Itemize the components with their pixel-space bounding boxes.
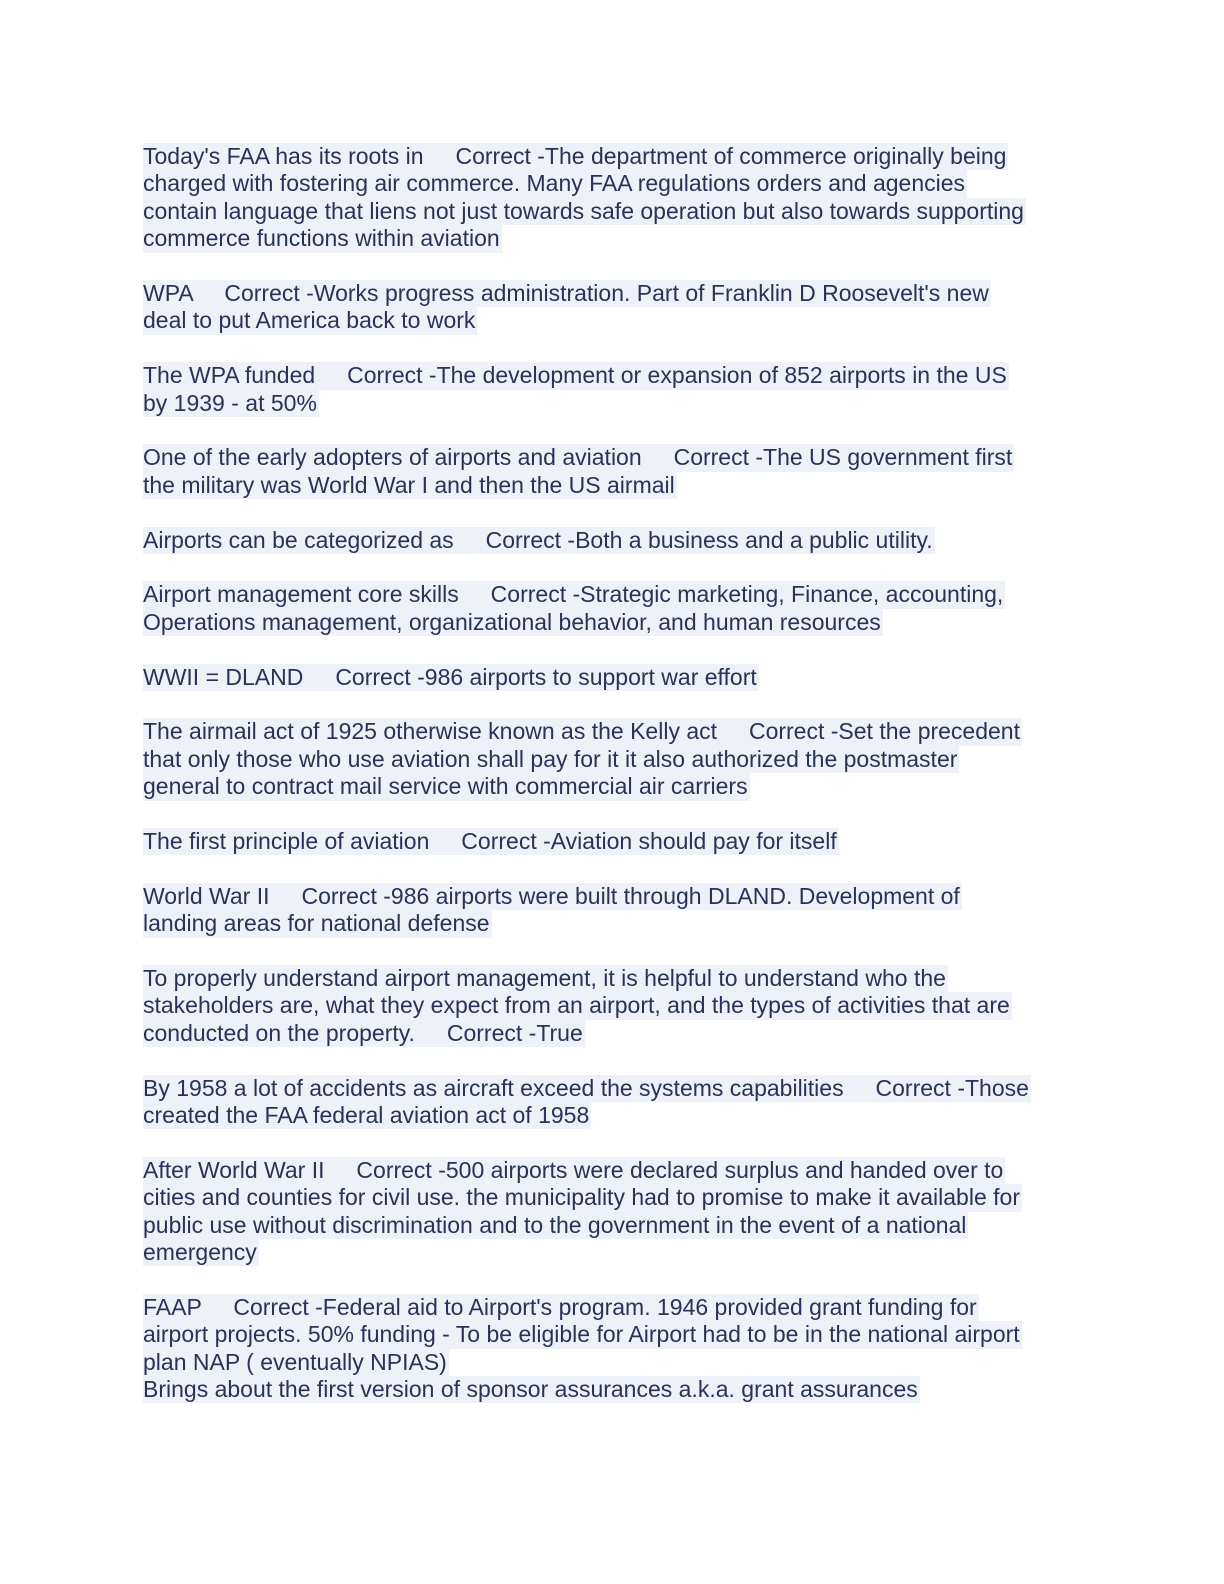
- qa-entry-line: Airports can be categorized as Correct -Both a business and a public utility.: [143, 526, 933, 553]
- qa-entry: [143, 444, 1073, 499]
- qa-entry: [143, 718, 1073, 800]
- qa-entry-line: cities and counties for civil use. the municipality had to promise to make it available for: [143, 1184, 1020, 1211]
- qa-entry-line: World War II Correct -986 airports were built through DLAND. Development of: [143, 882, 960, 909]
- qa-entry: [143, 280, 1073, 335]
- qa-entry: [143, 1075, 1073, 1130]
- qa-entry-line: FAAP Correct -Federal aid to Airport's program. 1946 provided grant funding for: [143, 1293, 977, 1320]
- qa-entry-line: created the FAA federal aviation act of 1958: [143, 1102, 590, 1129]
- qa-entry: [143, 883, 1073, 938]
- qa-entry-line: by 1939 - at 50%: [143, 389, 317, 416]
- qa-entry: [143, 965, 1073, 1047]
- qa-entry-line: Today's FAA has its roots in Correct -The department of commerce originally being: [143, 143, 1007, 169]
- qa-entry-line: plan NAP ( eventually NPIAS): [143, 1348, 447, 1375]
- qa-entry: [143, 828, 1073, 855]
- qa-entry: [143, 143, 1073, 253]
- qa-entry-line: Brings about the first version of sponsor assurances a.k.a. grant assurances: [143, 1376, 918, 1403]
- qa-entry: [143, 362, 1073, 417]
- qa-entry-line: contain language that liens not just towards safe operation but also towards supporting: [143, 197, 1024, 224]
- qa-entry-line: Airport management core skills Correct -Strategic marketing, Finance, accounting,: [143, 581, 1004, 608]
- qa-entry-line: general to contract mail service with commercial air carriers: [143, 773, 748, 800]
- document-body: [143, 143, 1073, 1403]
- qa-entry-line: public use without discrimination and to the government in the event of a national: [143, 1211, 967, 1238]
- qa-entry: [143, 664, 1073, 691]
- qa-entry-line: landing areas for national defense: [143, 910, 490, 937]
- qa-entry-line: emergency: [143, 1239, 257, 1266]
- qa-entry-line: The airmail act of 1925 otherwise known as the Kelly act Correct -Set the precedent: [143, 718, 1020, 745]
- qa-entry: [143, 1157, 1073, 1267]
- qa-entry-line: stakeholders are, what they expect from an airport, and the types of activities that are: [143, 992, 1010, 1019]
- qa-entry-line: By 1958 a lot of accidents as aircraft exceed the systems capabilities Correct -Those: [143, 1074, 1029, 1101]
- qa-entry: [143, 527, 1073, 554]
- qa-entry: [143, 1294, 1073, 1404]
- qa-entry-line: airport projects. 50% funding - To be eligible for Airport had to be in the national airport: [143, 1321, 1020, 1348]
- qa-entry-line: WWII = DLAND Correct -986 airports to support war effort: [143, 663, 757, 690]
- qa-entry-line: WPA Correct -Works progress administration. Part of Franklin D Roosevelt's new: [143, 280, 989, 307]
- qa-entry-line: After World War II Correct -500 airports were declared surplus and handed over to: [143, 1156, 1004, 1183]
- qa-entry: [143, 581, 1073, 636]
- qa-entry-line: that only those who use aviation shall pay for it it also authorized the postmaster: [143, 745, 958, 772]
- qa-entry-line: conducted on the property. Correct -True: [143, 1019, 583, 1046]
- qa-entry-line: To properly understand airport management, it is helpful to understand who the: [143, 965, 946, 992]
- qa-entry-line: Operations management, organizational behavior, and human resources: [143, 608, 881, 635]
- qa-entry-line: The first principle of aviation Correct -Aviation should pay for itself: [143, 828, 837, 855]
- qa-entry-line: the military was World War I and then the US airmail: [143, 471, 675, 498]
- qa-entry-line: commerce functions within aviation: [143, 225, 500, 252]
- qa-entry-line: charged with fostering air commerce. Many FAA regulations orders and agencies: [143, 170, 966, 197]
- qa-entry-line: One of the early adopters of airports and aviation Correct -The US government first: [143, 444, 1013, 471]
- qa-entry-line: deal to put America back to work: [143, 307, 476, 334]
- qa-entry-line: The WPA funded Correct -The development or expansion of 852 airports in the US: [143, 362, 1007, 389]
